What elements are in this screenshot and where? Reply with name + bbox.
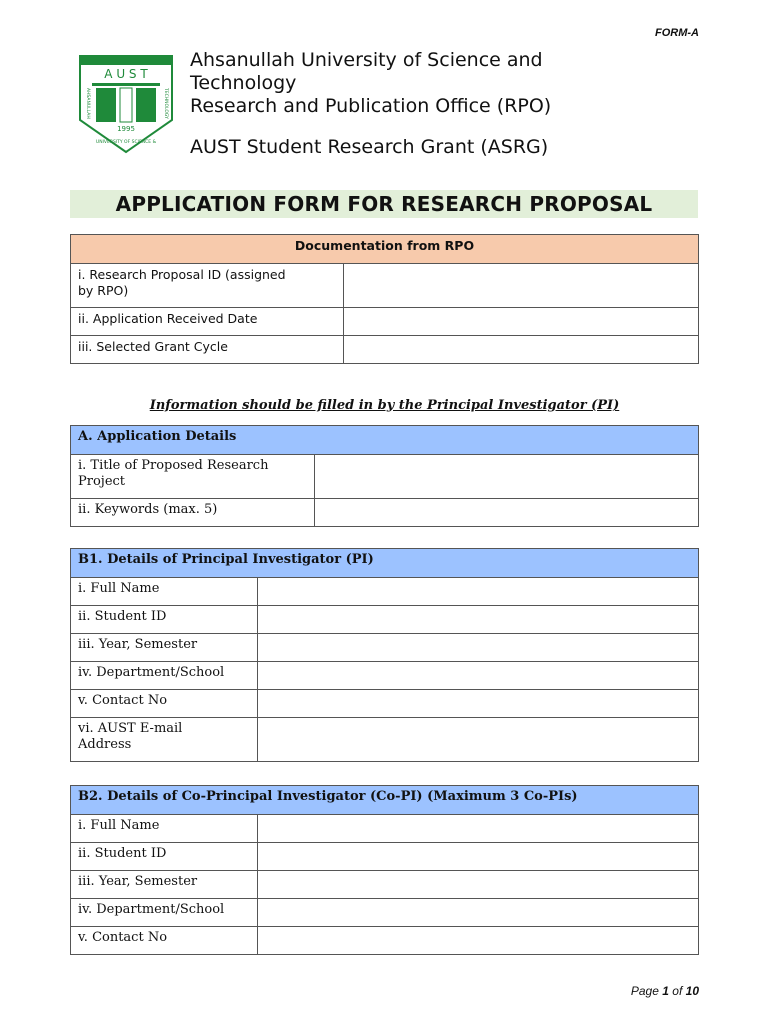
rpo-table [70, 234, 699, 364]
field-pi-contact[interactable] [258, 690, 699, 718]
pi-instruction: Information should be filled in by the Principal Investigator (PI) [149, 398, 620, 413]
section-b1-heading: B1. Details of Principal Investigator (PI) [71, 549, 699, 578]
label-line: Project [78, 474, 126, 489]
logo-right-text: TECHNOLOGY [163, 88, 168, 119]
field-copi-department[interactable] [258, 899, 699, 927]
label-project-title [71, 455, 315, 499]
label-line: by RPO) [78, 283, 129, 298]
label-copi-full-name: i. Full Name [71, 815, 258, 843]
label-pi-full-name: i. Full Name [71, 578, 258, 606]
page-total: 10 [685, 984, 699, 998]
label-keywords: ii. Keywords (max. 5) [71, 499, 315, 527]
page-word: Page [630, 984, 659, 998]
label-pi-email [71, 718, 258, 762]
form-title: APPLICATION FORM FOR RESEARCH PROPOSAL [70, 190, 698, 218]
field-copi-student-id[interactable] [258, 843, 699, 871]
label-line: i. Research Proposal ID (assigned [78, 267, 286, 282]
university-heading [190, 49, 551, 118]
label-copi-contact: v. Contact No [71, 927, 258, 955]
field-copi-contact[interactable] [258, 927, 699, 955]
field-project-title[interactable] [315, 455, 699, 499]
field-pi-student-id[interactable] [258, 606, 699, 634]
logo-bottom-text: UNIVERSITY OF SCIENCE & [95, 140, 157, 145]
application-details-table [70, 425, 699, 527]
logo-top-text: A U S T [104, 67, 148, 81]
label-copi-year-semester: iii. Year, Semester [71, 871, 258, 899]
label-copi-department: iv. Department/School [71, 899, 258, 927]
form-tag: FORM-A [655, 27, 699, 39]
rpo-label-grant-cycle: iii. Selected Grant Cycle [71, 336, 344, 364]
co-pi-details-table [70, 785, 699, 955]
field-copi-year-semester[interactable] [258, 871, 699, 899]
page-number [631, 984, 699, 998]
label-line: Address [78, 737, 132, 752]
label-line: vi. AUST E-mail [78, 721, 183, 736]
page-current: 1 [662, 984, 669, 998]
rpo-label-received-date: ii. Application Received Date [71, 308, 344, 336]
rpo-field-proposal-id[interactable] [344, 264, 699, 308]
label-pi-department: iv. Department/School [71, 662, 258, 690]
rpo-label-proposal-id [71, 264, 344, 308]
grant-name: AUST Student Research Grant (ASRG) [190, 136, 549, 158]
label-line: i. Title of Proposed Research [78, 458, 269, 473]
label-copi-student-id: ii. Student ID [71, 843, 258, 871]
rpo-heading: Documentation from RPO [71, 235, 699, 264]
rpo-field-received-date[interactable] [344, 308, 699, 336]
field-pi-full-name[interactable] [258, 578, 699, 606]
university-line-2: Technology [190, 72, 297, 94]
pi-details-table [70, 548, 699, 762]
label-pi-year-semester: iii. Year, Semester [71, 634, 258, 662]
logo-left-text: AHSANULLAH [85, 88, 90, 119]
university-line-1: Ahsanullah University of Science and [190, 49, 543, 71]
section-b2-heading: B2. Details of Co-Principal Investigator (Co-PI) (Maximum 3 Co-PIs) [71, 786, 699, 815]
field-keywords[interactable] [315, 499, 699, 527]
label-pi-student-id: ii. Student ID [71, 606, 258, 634]
field-pi-year-semester[interactable] [258, 634, 699, 662]
of-word: of [672, 984, 683, 998]
field-pi-email[interactable] [258, 718, 699, 762]
logo-year: 1995 [117, 125, 135, 133]
office-name: Research and Publication Office (RPO) [190, 95, 552, 117]
section-a-heading: A. Application Details [71, 426, 699, 455]
field-copi-full-name[interactable] [258, 815, 699, 843]
label-pi-contact: v. Contact No [71, 690, 258, 718]
field-pi-department[interactable] [258, 662, 699, 690]
rpo-field-grant-cycle[interactable] [344, 336, 699, 364]
aust-logo [76, 48, 176, 154]
